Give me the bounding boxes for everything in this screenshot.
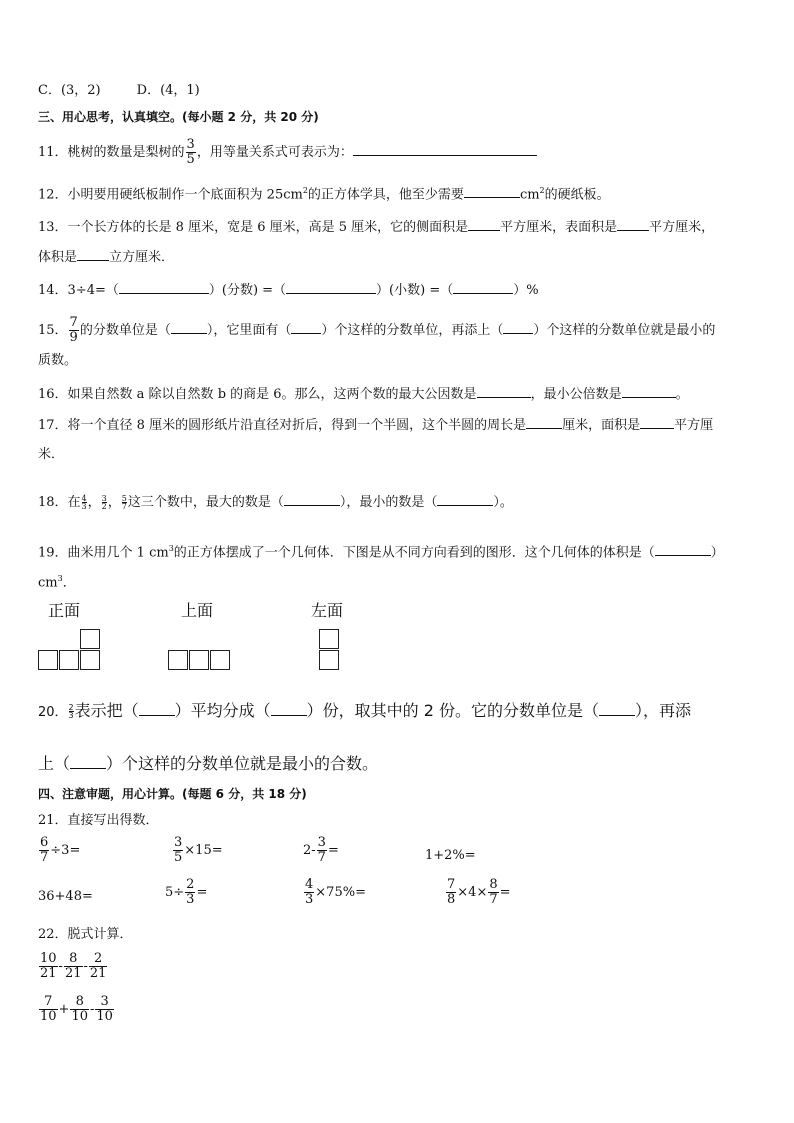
q11-text: 11．桃树的数量是梨树的 bbox=[38, 145, 185, 160]
left-view-label: 左面 bbox=[311, 601, 344, 620]
question-15-line2: 质数。 bbox=[38, 353, 78, 368]
q13-text-d: 体积是 bbox=[38, 250, 78, 265]
q22-expr-1: $\frac{10}{21}$ - $\frac{8}{21}$ - $\frac{2}{21}$ bbox=[40, 951, 107, 981]
option-c: C．(3，2) bbox=[38, 83, 101, 98]
question-13-line1 bbox=[38, 218, 714, 237]
q19-text-b: 的正方体摆成了一个几何体．下图是从不同方向看到的图形．这个几何体的体积是（ bbox=[173, 545, 655, 561]
q15-text-d: ）个这样的分数单位就是最小的 bbox=[533, 323, 716, 338]
question-12 bbox=[38, 182, 610, 204]
q20-fraction: $\frac{2}{3}$ bbox=[68, 703, 74, 720]
q13-text-c: 平方厘米， bbox=[649, 220, 715, 235]
option-d: D．(4，1) bbox=[136, 83, 200, 98]
q21-expr-6: 5÷ $\frac{2}{3}$ = bbox=[165, 877, 208, 907]
q19-sup: 3 bbox=[168, 544, 174, 553]
front-view-label: 正面 bbox=[48, 601, 81, 620]
top-view-figure bbox=[168, 598, 238, 674]
q17-blank-area[interactable] bbox=[640, 416, 674, 429]
q21-expr-8: $\frac{7}{8}$ ×4× $\frac{8}{7}$ = bbox=[447, 877, 511, 907]
q20-blank-parts[interactable] bbox=[271, 700, 307, 716]
q14-text-a: 14．3÷4=（ bbox=[38, 283, 119, 298]
q21-expr-7: $\frac{4}{3}$ ×75%= bbox=[305, 877, 366, 907]
q19-unit-sup: 3 bbox=[57, 574, 63, 583]
question-16 bbox=[38, 385, 689, 404]
q20-text-c: ）份，取其中的 2 份。它的分数单位是（ bbox=[306, 701, 600, 720]
q12-text: 12．小明要用硬纸板制作一个底面积为 25cm bbox=[38, 187, 303, 203]
q15-number: 15． bbox=[38, 323, 68, 338]
q20-blank-add[interactable] bbox=[70, 753, 106, 769]
q18-text-c: ），最小的数是（ bbox=[339, 495, 438, 510]
q11-answer-blank[interactable] bbox=[353, 143, 537, 156]
q14-text-c: ）(小数) =（ bbox=[376, 283, 454, 298]
q22-expr-2: $\frac{7}{10}$ + $\frac{8}{10}$ - $\frac{3}{10}$ bbox=[40, 994, 113, 1024]
q14-blank-percent[interactable] bbox=[453, 281, 513, 294]
q16-text-a: 16．如果自然数 a 除以自然数 b 的商是 6。那么，这两个数的最大公因数是 bbox=[38, 387, 477, 402]
top-view-cell bbox=[189, 650, 209, 670]
q15-text-a: 的分数单位是（ bbox=[79, 323, 171, 338]
front-view-cell bbox=[80, 650, 100, 670]
q21-expr-3: 2- $\frac{3}{7}$ = bbox=[303, 835, 339, 865]
q14-blank-fraction[interactable] bbox=[119, 281, 209, 294]
front-view-cell bbox=[80, 629, 100, 649]
q18-text-a: 18．在 bbox=[38, 495, 81, 510]
left-view-figure bbox=[311, 598, 361, 674]
question-19-line2 bbox=[38, 570, 76, 592]
q16-blank-lcm[interactable] bbox=[622, 385, 676, 398]
q12-text-post: 的硬纸板。 bbox=[544, 187, 610, 203]
question-13-line2 bbox=[38, 248, 174, 267]
q20-blank-unit[interactable] bbox=[599, 700, 635, 716]
top-view-cell bbox=[168, 650, 188, 670]
options-line bbox=[38, 82, 200, 100]
q15-text-b: ），它里面有（ bbox=[206, 323, 292, 338]
question-17-line2: 米． bbox=[38, 447, 65, 462]
q19-text-a: 19．曲米用几个 1 cm bbox=[38, 545, 169, 561]
q21-expr-4: 1+2%= bbox=[425, 848, 476, 863]
q18-fraction-2: $\frac{3}{2}$ bbox=[101, 494, 107, 511]
question-18: 18．在 $\frac{4}{3}$， $\frac{3}{2}$， $\frac{5}{7}$这三个数中，最大的数是（ ），最小的数是（ ）。 bbox=[38, 494, 513, 511]
q18-fraction-3: $\frac{5}{7}$ bbox=[121, 494, 127, 511]
q15-text-c: ）个这样的分数单位，再添上（ bbox=[321, 323, 504, 338]
q12-sup: 2 bbox=[302, 186, 308, 195]
question-15-line1 bbox=[38, 316, 715, 345]
q12-text-mid: 的正方体学具，他至少需要 bbox=[307, 187, 464, 203]
q20-text-f: ）个这样的分数单位就是最小的合数。 bbox=[106, 754, 379, 773]
q17-text-c: 平方厘 bbox=[674, 418, 714, 433]
question-19-line1 bbox=[38, 540, 724, 562]
q21-expr-1: $\frac{6}{7}$ ÷3= bbox=[40, 835, 81, 865]
q17-text-b: 厘米，面积是 bbox=[562, 418, 641, 433]
top-view-cell bbox=[210, 650, 230, 670]
q19-text-c: ） bbox=[710, 545, 724, 561]
q13-text-e: 立方厘米． bbox=[109, 250, 175, 265]
q13-blank-lateral[interactable] bbox=[468, 218, 500, 231]
q16-text-c: 。 bbox=[675, 387, 689, 402]
q14-blank-decimal[interactable] bbox=[286, 281, 376, 294]
q20-text-d: ），再添 bbox=[635, 701, 692, 720]
front-view-cell bbox=[38, 650, 58, 670]
q13-blank-volume[interactable] bbox=[77, 248, 109, 261]
question-20-line1 bbox=[38, 700, 691, 724]
question-17-line1 bbox=[38, 416, 713, 435]
front-view-cell bbox=[59, 650, 79, 670]
q17-text-a: 17．将一个直径 8 厘米的圆形纸片沿直径对折后，得到一个半圆，这个半圆的周长是 bbox=[38, 418, 527, 433]
q19-unit: cm bbox=[38, 575, 58, 591]
q20-text-a: 表示把（ bbox=[74, 701, 139, 720]
q16-blank-gcd[interactable] bbox=[477, 385, 531, 398]
top-view-label: 上面 bbox=[181, 601, 214, 620]
q14-text-d: ）% bbox=[513, 283, 539, 298]
q19-unit-end: ． bbox=[62, 575, 76, 591]
q16-text-b: ，最小公倍数是 bbox=[530, 387, 622, 402]
q17-blank-perimeter[interactable] bbox=[526, 416, 562, 429]
q18-fraction-1: $\frac{4}{3}$ bbox=[81, 494, 87, 511]
q21-expr-5: 36+48= bbox=[38, 889, 93, 904]
q13-text-b: 平方厘米，表面积是 bbox=[500, 220, 618, 235]
q11-text-post: ，用等量关系式可表示为： bbox=[196, 145, 353, 160]
q18-blank-min[interactable] bbox=[437, 493, 493, 506]
left-view-cell bbox=[319, 629, 339, 649]
section4-title: 四、注意审题，用心计算。(每题 6 分，共 18 分) bbox=[38, 787, 307, 801]
q20-text-b: ）平均分成（ bbox=[174, 701, 271, 720]
q18-blank-max[interactable] bbox=[284, 493, 340, 506]
section3-title: 三、用心思考，认真填空。(每小题 2 分，共 20 分) bbox=[38, 110, 319, 124]
q15-fraction: $\frac{7}{9}$ bbox=[69, 315, 78, 345]
q19-blank-volume[interactable] bbox=[655, 543, 711, 556]
q11-fraction: $\frac{3}{5}$ bbox=[186, 137, 195, 167]
q20-number: 20． bbox=[38, 705, 68, 720]
q20-blank-whole[interactable] bbox=[139, 700, 175, 716]
left-view-cell bbox=[319, 650, 339, 670]
q14-text-b: ）(分数) =（ bbox=[208, 283, 287, 298]
q22-title: 22．脱式计算． bbox=[38, 927, 133, 942]
q12-answer-blank[interactable] bbox=[464, 185, 520, 198]
q13-blank-surface[interactable] bbox=[617, 218, 649, 231]
question-14 bbox=[38, 281, 539, 300]
q21-title: 21．直接写出得数． bbox=[38, 813, 159, 828]
q15-blank-unit[interactable] bbox=[171, 321, 207, 334]
q13-text-a: 13．一个长方体的长是 8 厘米，宽是 6 厘米，高是 5 厘米，它的侧面积是 bbox=[38, 220, 469, 235]
q18-text-b: 这三个数中，最大的数是（ bbox=[127, 495, 284, 510]
q21-expr-2: $\frac{3}{5}$ ×15= bbox=[174, 835, 223, 865]
q20-text-e: 上（ bbox=[38, 754, 71, 773]
q15-blank-add[interactable] bbox=[503, 321, 533, 334]
front-view-figure bbox=[38, 598, 108, 674]
q18-text-d: ）。 bbox=[493, 495, 513, 510]
q12-unit-sup: 2 bbox=[539, 186, 545, 195]
q12-unit: cm bbox=[519, 187, 540, 203]
q15-blank-count[interactable] bbox=[291, 321, 321, 334]
question-20-line2 bbox=[38, 753, 378, 775]
question-11 bbox=[38, 138, 537, 167]
